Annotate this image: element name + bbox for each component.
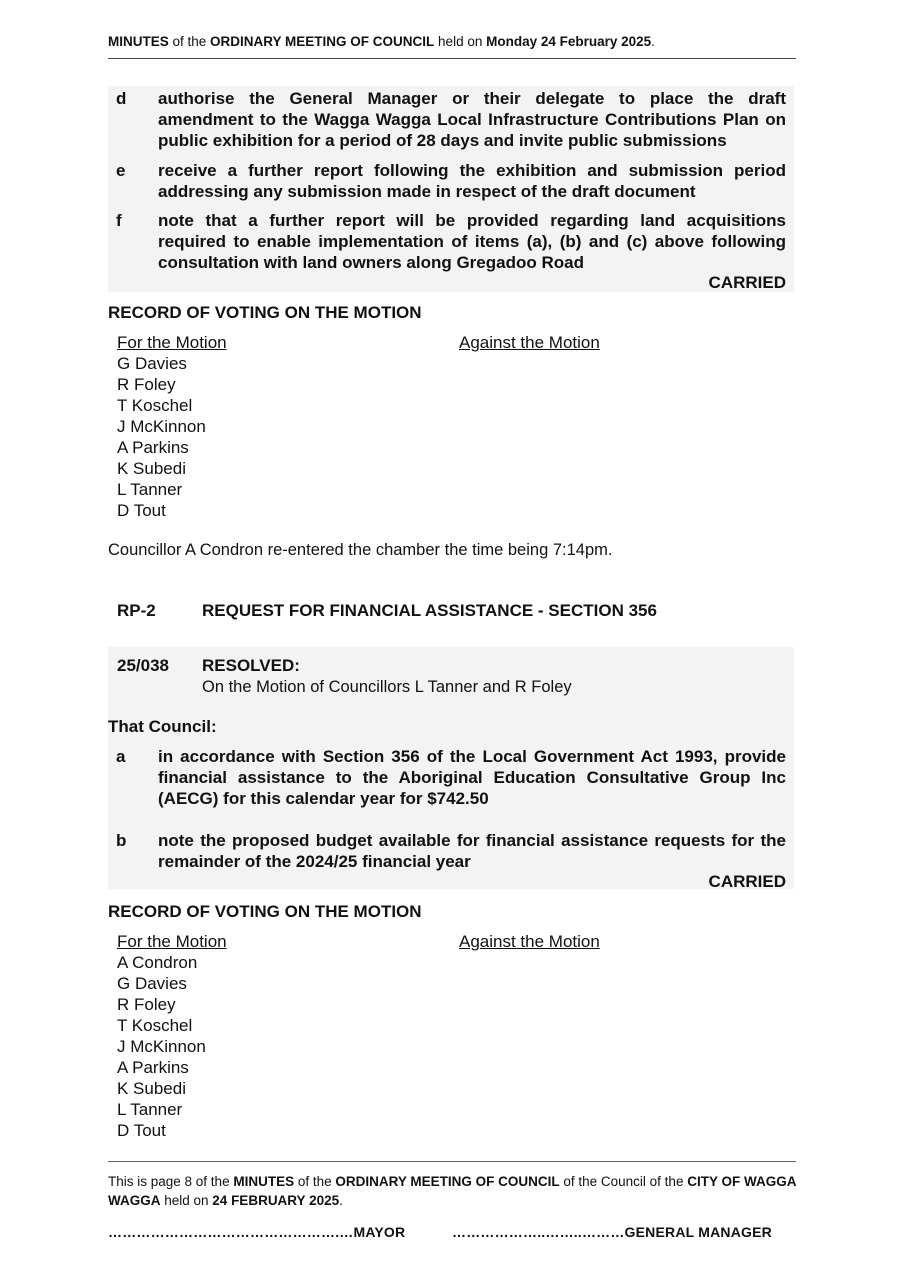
- vote-for-column-1: [117, 332, 227, 521]
- item-text: note the proposed budget available for financial assistance requests for the remainder of the 2024/25 financial year: [158, 831, 786, 871]
- resolution-number: 25/038: [117, 656, 169, 675]
- mover-text: On the Motion of Councillors L Tanner and R Foley: [202, 678, 572, 696]
- councillor-name: L Tanner: [117, 480, 183, 499]
- councillor-name: D Tout: [117, 1121, 166, 1140]
- item-text: in accordance with Section 356 of the Local Government Act 1993, provide financial assistance to the Aboriginal Education Consultative Group Inc (AECG) for this calendar year for $742.50: [158, 747, 786, 808]
- item-text: receive a further report following the exhibition and submission period addressing any submission made in respect of the draft document: [158, 161, 786, 201]
- resolved-label: RESOLVED:: [202, 656, 300, 675]
- item-text: note that a further report will be provided regarding land acquisitions required to enable implementation of items (a), (b) and (c) above following consultation with land owners along Gregadoo Road: [158, 211, 786, 272]
- reentry-note: Councillor A Condron re-entered the chamber the time being 7:14pm.: [108, 541, 613, 559]
- councillor-name: D Tout: [117, 501, 166, 520]
- footer-council-of: of the Council of the: [559, 1174, 688, 1189]
- page-header: [108, 34, 796, 49]
- councillor-name: G Davies: [117, 354, 187, 373]
- header-meeting: ORDINARY MEETING OF COUNCIL: [210, 34, 435, 49]
- item-letter: f: [116, 211, 122, 230]
- voting-heading-1: RECORD OF VOTING ON THE MOTION: [108, 303, 422, 322]
- carried-label-2: CARRIED: [708, 872, 786, 891]
- footer-of: of the: [294, 1174, 336, 1189]
- councillor-name: L Tanner: [117, 1100, 183, 1119]
- mayor-signature-line: ………………………………………….…MAYOR: [108, 1224, 406, 1240]
- footer-meeting: ORDINARY MEETING OF COUNCIL: [335, 1174, 560, 1189]
- header-period: .: [651, 34, 655, 49]
- item-text: authorise the General Manager or their delegate to place the draft amendment to the Wagga Wagga Local Infrastructure Contributions Plan on public exhibition for a period of 28 days and invite public submissions: [158, 89, 786, 150]
- vote-against-label: Against the Motion: [459, 333, 600, 352]
- councillor-name: J McKinnon: [117, 417, 206, 436]
- header-of: of the: [168, 34, 211, 49]
- footer-period: .: [339, 1193, 343, 1208]
- item-letter: e: [116, 161, 126, 180]
- councillor-name: A Condron: [117, 953, 198, 972]
- councillor-name: A Parkins: [117, 438, 189, 457]
- page-footer: [108, 1172, 798, 1210]
- councillor-name: R Foley: [117, 995, 176, 1014]
- footer-date: 24 FEBRUARY 2025: [212, 1193, 340, 1208]
- councillor-name: G Davies: [117, 974, 187, 993]
- header-divider: [108, 58, 796, 59]
- footer-page-text: This is page 8 of the: [108, 1174, 234, 1189]
- footer-divider: [108, 1161, 796, 1162]
- general-manager-signature-line: ………………..……..………GENERAL MANAGER: [452, 1224, 772, 1240]
- councillor-name: A Parkins: [117, 1058, 189, 1077]
- vote-for-column-2: [117, 931, 227, 1141]
- footer-held-on: held on: [160, 1193, 213, 1208]
- vote-for-label: For the Motion: [117, 333, 227, 352]
- footer-city: CITY OF WAGGA WAGGA: [108, 1174, 796, 1208]
- item-letter: d: [116, 89, 127, 108]
- report-number: RP-2: [117, 601, 156, 620]
- councillor-name: T Koschel: [117, 396, 193, 415]
- report-title: REQUEST FOR FINANCIAL ASSISTANCE - SECTION 356: [202, 601, 657, 620]
- item-letter: a: [116, 747, 126, 766]
- header-date: Monday 24 February 2025: [486, 34, 652, 49]
- councillor-name: R Foley: [117, 375, 176, 394]
- councillor-name: J McKinnon: [117, 1037, 206, 1056]
- councillor-name: T Koschel: [117, 1016, 193, 1035]
- header-held-on: held on: [434, 34, 487, 49]
- carried-label-1: CARRIED: [708, 273, 786, 292]
- vote-for-label: For the Motion: [117, 932, 227, 951]
- councillor-name: K Subedi: [117, 459, 186, 478]
- header-minutes: MINUTES: [108, 34, 169, 49]
- footer-minutes: MINUTES: [233, 1174, 295, 1189]
- councillor-name: K Subedi: [117, 1079, 186, 1098]
- item-letter: b: [116, 831, 127, 850]
- vote-against-column-2: [459, 931, 600, 952]
- voting-heading-2: RECORD OF VOTING ON THE MOTION: [108, 902, 422, 921]
- vote-against-label: Against the Motion: [459, 932, 600, 951]
- that-council-label: That Council:: [108, 717, 217, 736]
- vote-against-column-1: [459, 332, 600, 353]
